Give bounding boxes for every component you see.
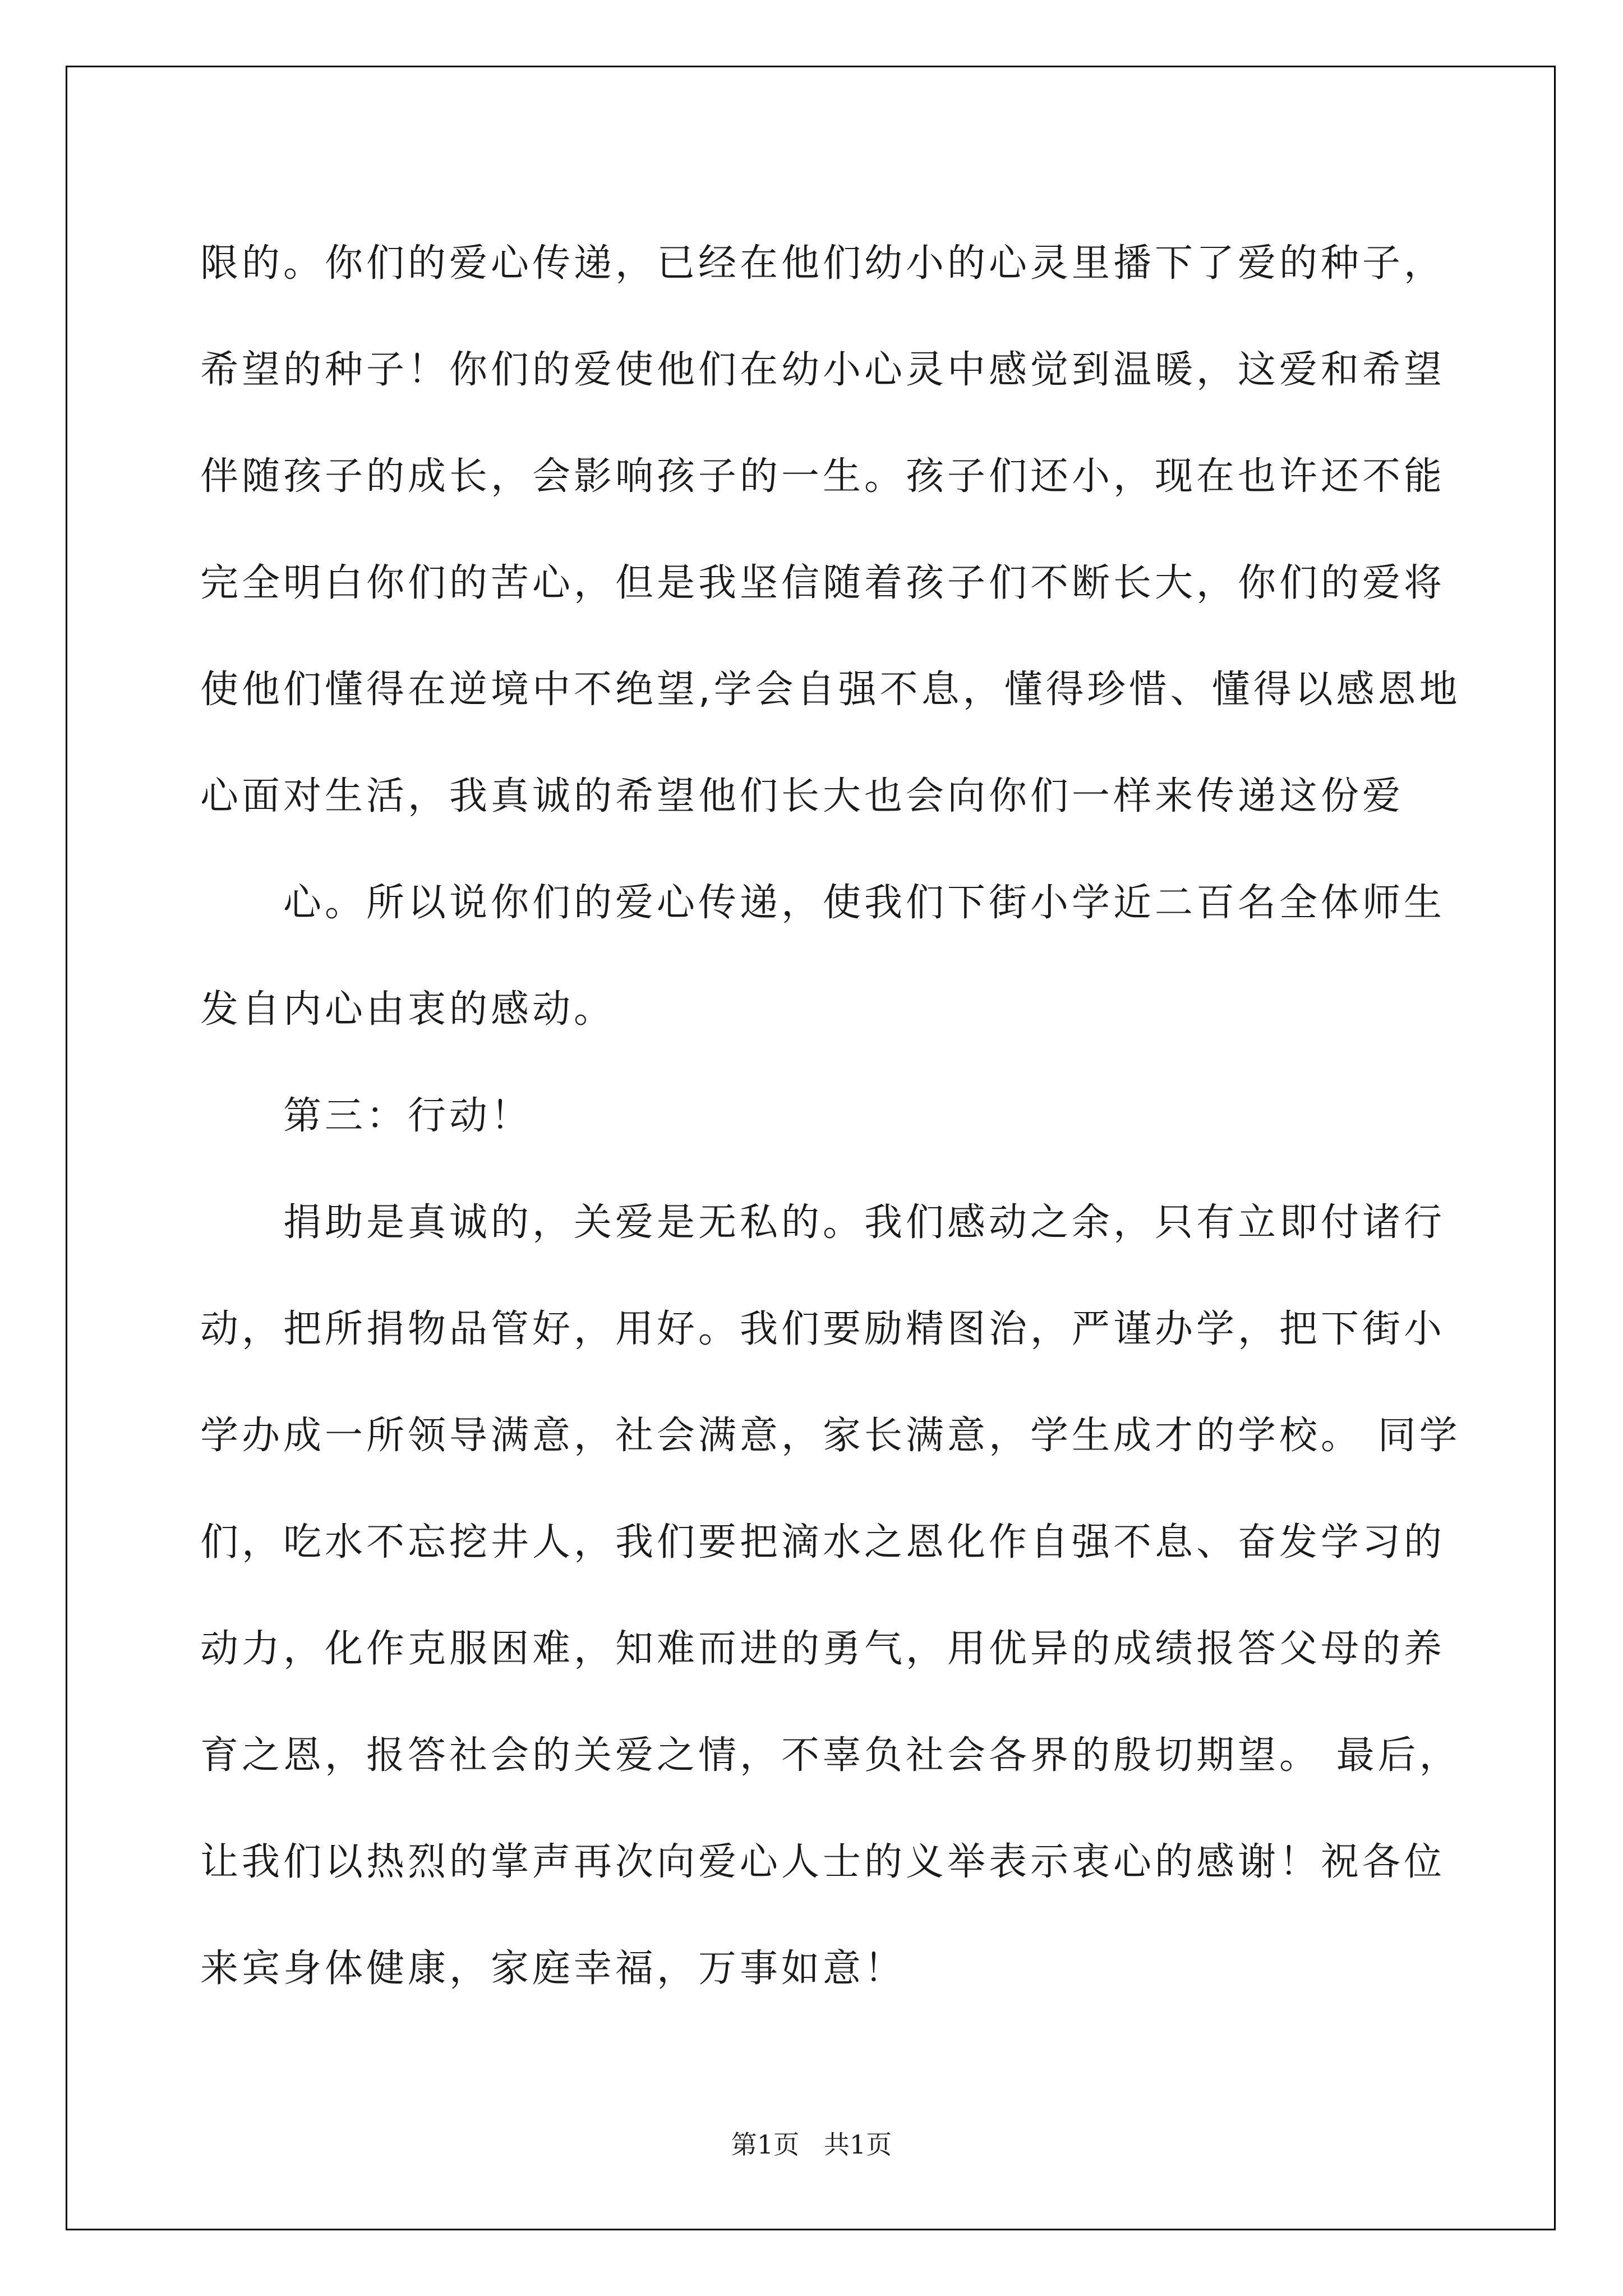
text-line: 育之恩，报答社会的关爱之情，不辜负社会各界的殷切期望。 最后， <box>200 1733 1461 1778</box>
text-line: 限的。你们的爱心传递，已经在他们幼小的心灵里播下了爱的种子， <box>200 241 1446 286</box>
text-line: 们，吃水不忘挖井人，我们要把滴水之恩化作自强不息、奋发学习的 <box>200 1520 1446 1565</box>
text-line: 动，把所捐物品管好，用好。我们要励精图治，严谨办学，把下街小 <box>200 1307 1446 1351</box>
document-body <box>200 210 1461 2022</box>
text-line: 动力，化作克服困难，知难而进的勇气，用优异的成绩报答父母的养 <box>200 1627 1446 1671</box>
text-line: 希望的种子！你们的爱使他们在幼小心灵中感觉到温暖，这爱和希望 <box>200 348 1446 392</box>
text-line: 第三：行动！ <box>283 1094 533 1138</box>
text-line: 伴随孩子的成长，会影响孩子的一生。孩子们还小，现在也许还不能 <box>200 454 1446 499</box>
text-line: 心。所以说你们的爱心传递，使我们下街小学近二百名全体师生 <box>283 881 1446 925</box>
page-footer: 第1页 共1页 <box>731 2129 892 2160</box>
text-line: 让我们以热烈的掌声再次向爱心人士的义举表示衷心的感谢！祝各位 <box>200 1840 1446 1884</box>
text-line: 完全明白你们的苦心，但是我坚信随着孩子们不断长大，你们的爱将 <box>200 561 1446 605</box>
text-line: 来宾身体健康，家庭幸福，万事如意！ <box>200 1947 906 1991</box>
text-line: 捐助是真诚的，关爱是无私的。我们感动之余，只有立即付诸行 <box>283 1200 1446 1245</box>
text-line: 学办成一所领导满意，社会满意，家长满意，学生成才的学校。 同学 <box>200 1414 1461 1458</box>
text-line: 使他们懂得在逆境中不绝望,学会自强不息，懂得珍惜、懂得以感恩地 <box>200 668 1461 712</box>
text-line: 发自内心由衷的感动。 <box>200 987 616 1032</box>
text-line: 心面对生活，我真诚的希望他们长大也会向你们一样来传递这份爱 <box>200 774 1404 818</box>
